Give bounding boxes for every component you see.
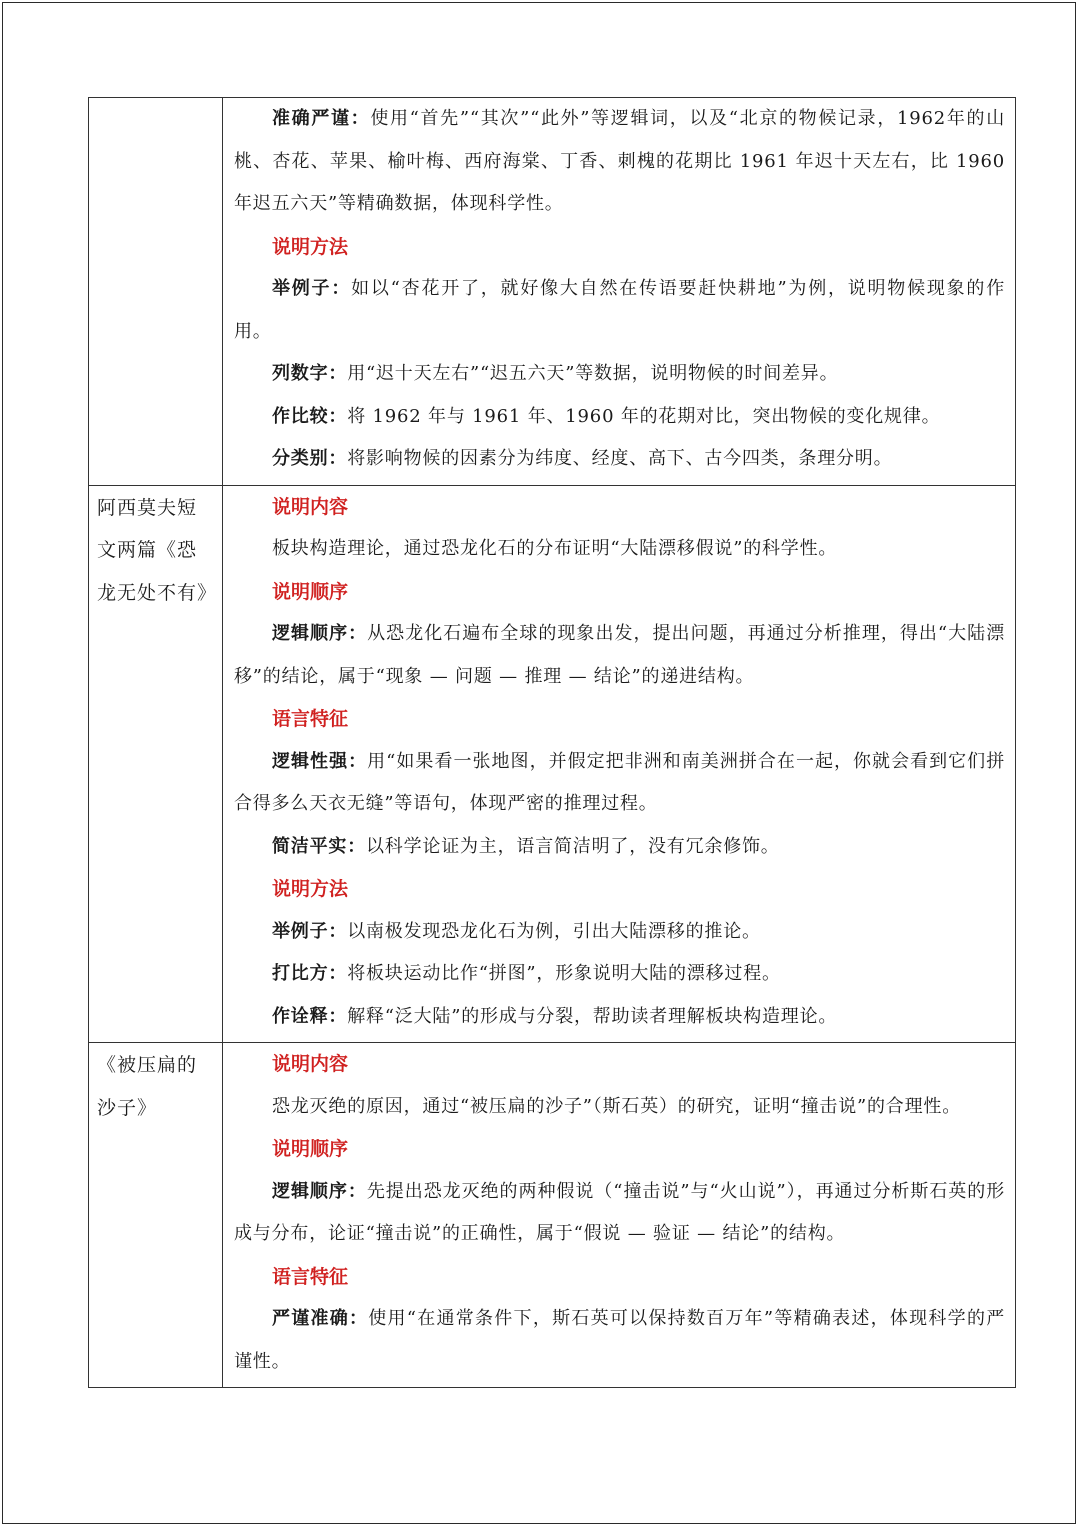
lesson-title	[89, 98, 222, 99]
point-label: 列数字：	[272, 363, 348, 384]
point-text: 使用“在通常条件下，斯石英可以保持数百万年”等精确表述，体现科学的严谨性。	[234, 1308, 1005, 1372]
analysis-paragraph	[234, 98, 1005, 226]
point-label: 严谨准确：	[272, 1308, 369, 1329]
analysis-paragraph	[234, 438, 1005, 481]
lesson-title-cell	[89, 98, 223, 486]
section-heading: 说明顺序	[272, 580, 349, 603]
lesson-title-cell	[89, 1043, 223, 1388]
analysis-paragraph	[234, 396, 1005, 439]
section-heading: 语言特征	[272, 1265, 349, 1288]
analysis-paragraph	[234, 953, 1005, 996]
analysis-paragraph	[234, 1298, 1005, 1383]
table-row	[89, 1043, 1016, 1388]
analysis-paragraph	[234, 1086, 1005, 1129]
point-label: 逻辑顺序：	[272, 1180, 367, 1202]
point-text: 板块构造理论，通过恐龙化石的分布证明“大陆漂移假说”的科学性。	[272, 538, 838, 559]
point-label: 打比方：	[272, 963, 348, 984]
analysis-cell	[223, 98, 1016, 486]
point-text: 用“迟十天左右”“迟五六天”等数据，说明物候的时间差异。	[347, 363, 839, 384]
point-label: 分类别：	[272, 448, 348, 469]
analysis-paragraph	[234, 741, 1005, 826]
point-text: 将影响物候的因素分为纬度、经度、高下、古今四类，条理分明。	[347, 448, 893, 469]
point-text: 恐龙灭绝的原因，通过“被压扁的沙子”（斯石英）的研究，证明“撞击说”的合理性。	[272, 1095, 962, 1117]
analysis-cell	[223, 1043, 1016, 1388]
lesson-title: 阿西莫夫短文两篇《恐龙无处不有》	[97, 496, 218, 604]
point-label: 逻辑顺序：	[272, 623, 368, 644]
analysis-paragraph	[234, 268, 1005, 353]
point-label: 逻辑性强：	[272, 750, 368, 772]
point-label: 举例子：	[272, 920, 348, 942]
point-text: 以科学论证为主，语言简洁明了，没有冗余修饰。	[366, 835, 780, 857]
analysis-paragraph	[234, 826, 1005, 869]
point-text: 先提出恐龙灭绝的两种假说（“撞击说”与“火山说”），再通过分析斯石英的形成与分布，论证“撞击说”的正确性，属于“假说 — 验证 — 结论”的结构。	[234, 1180, 1006, 1244]
analysis-paragraph	[234, 911, 1005, 954]
analysis-paragraph	[234, 1171, 1005, 1256]
point-text: 将 1962 年与 1961 年、1960 年的花期对比，突出物候的变化规律。	[347, 405, 941, 427]
point-label: 准确严谨：	[272, 108, 371, 129]
analysis-paragraph	[234, 613, 1005, 698]
analysis-paragraph	[234, 528, 1005, 571]
section-heading: 说明顺序	[272, 1138, 349, 1160]
lesson-title: 《被压扁的沙子》	[97, 1054, 198, 1119]
point-label: 作诠释：	[272, 1005, 348, 1027]
section-heading: 说明内容	[272, 1053, 349, 1075]
point-text: 如以“杏花开了，就好像大自然在传语要赶快耕地”为例，说明物候现象的作用。	[234, 278, 1006, 342]
lesson-title-cell	[89, 485, 223, 1043]
table-row	[89, 98, 1016, 486]
analysis-cell	[223, 485, 1016, 1043]
point-text: 使用“首先”“其次”“此外”等逻辑词，以及“北京的物候记录，1962年的山桃、杏花、苹果、榆叶梅、西府海棠、丁香、刺槐的花期比 1961 年迟十天左右，比 1960 年迟五六天”等精确数据，体现科学性。	[234, 108, 1006, 214]
point-label: 作比较：	[272, 405, 348, 427]
analysis-paragraph	[234, 353, 1005, 396]
point-label: 简洁平实：	[272, 835, 366, 857]
point-label: 举例子：	[272, 278, 352, 299]
point-text: 解释“泛大陆”的形成与分裂，帮助读者理解板块构造理论。	[347, 1005, 838, 1027]
section-heading: 说明方法	[272, 878, 349, 900]
point-text: 从恐龙化石遍布全球的现象出发，提出问题，再通过分析推理，得出“大陆漂移”的结论，属于“现象 — 问题 — 推理 — 结论”的递进结构。	[234, 623, 1006, 687]
analysis-paragraph	[234, 996, 1005, 1039]
table-row	[89, 485, 1016, 1043]
point-text: 用“如果看一张地图，并假定把非洲和南美洲拼合在一起，你就会看到它们拼合得多么天衣无缝”等语句，体现严密的推理过程。	[234, 750, 1006, 814]
section-heading: 语言特征	[272, 708, 349, 730]
content-table	[88, 97, 1016, 1388]
point-text: 以南极发现恐龙化石为例，引出大陆漂移的推论。	[347, 920, 761, 942]
section-heading: 说明内容	[272, 495, 349, 518]
point-text: 将板块运动比作“拼图”，形象说明大陆的漂移过程。	[347, 963, 781, 984]
section-heading: 说明方法	[272, 235, 349, 258]
